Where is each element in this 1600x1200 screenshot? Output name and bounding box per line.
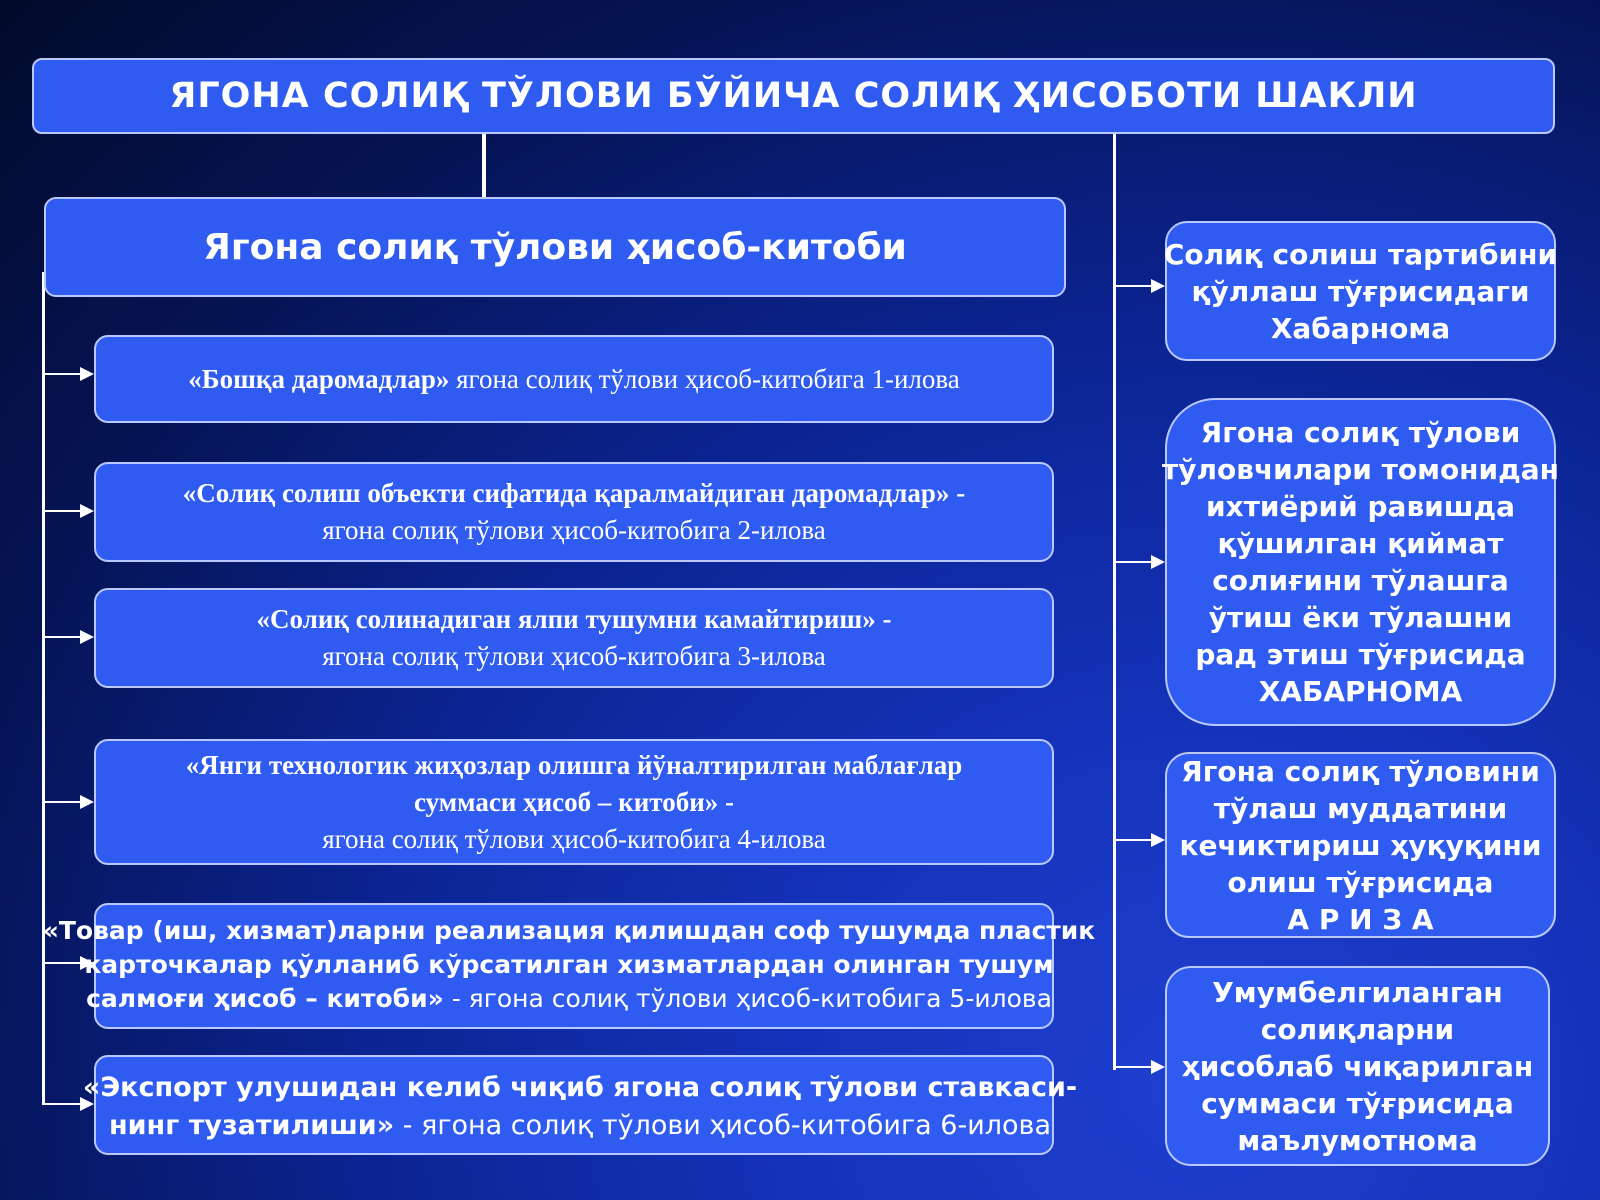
arrow-head-2 (80, 504, 94, 518)
deferral-application-box (1165, 752, 1556, 938)
right-1-line-1: Солиқ солиш тартибини (1163, 237, 1558, 271)
right-1-line-2: қўллаш тўғрисидаги (1191, 274, 1530, 308)
arrow-line-4 (44, 801, 80, 803)
arrow-head-3 (80, 630, 94, 644)
calculation-book-box: Ягона солиқ тўлови ҳисоб-китоби (44, 197, 1066, 297)
right-2-line-6: ўтиш ёки тўлашни (1208, 601, 1513, 634)
appendix-4-title-line1: «Янги технологик жиҳозлар олишга йўналтирилган маблағлар (185, 749, 963, 780)
vat-notification-text (1162, 414, 1559, 710)
right-2-line-3: ихтиёрий равишда (1205, 490, 1516, 523)
right-2-line-2: тўловчилари томонидан (1162, 453, 1560, 486)
appendix-3-box (94, 588, 1054, 688)
right-2-line-1: Ягона солиқ тўлови (1200, 416, 1521, 449)
right-4-line-1: Умумбелгиланган (1212, 975, 1503, 1009)
right-4-line-5: маълумотнома (1237, 1123, 1478, 1157)
right-3-line-3: кечиктириш ҳуқуқини (1179, 828, 1542, 862)
appendix-2-title: «Солиқ солиш объекти сифатида қаралмайдиган даромадлар» - (182, 478, 966, 508)
right-4-line-4: суммаси тўғрисида (1201, 1086, 1514, 1120)
right-3-line-5: А Р И З А (1287, 902, 1434, 936)
appendix-2-box (94, 462, 1054, 562)
right-2-line-5: солиғини тўлашга (1212, 564, 1509, 597)
arrow-right-head-3 (1151, 833, 1165, 847)
appendix-6-note: - ягона солиқ тўлови ҳисоб-китобига 6-илова (394, 1110, 1051, 1141)
arrow-head-1 (80, 367, 94, 381)
deferral-application-text (1180, 753, 1542, 938)
general-taxes-statement-box (1165, 966, 1550, 1166)
arrow-head-4 (80, 795, 94, 809)
right-4-line-2: солиқларни (1260, 1012, 1455, 1046)
right-3-line-2: тўлаш муддатини (1213, 791, 1508, 825)
appendix-4-title-line2: суммаси ҳисоб – китоби» - (413, 786, 734, 817)
arrow-right-line-1 (1115, 285, 1151, 287)
right-2-line-8: ХАБАРНОМА (1258, 675, 1463, 708)
appendix-1-text (188, 361, 960, 398)
appendix-4-text (186, 747, 963, 858)
right-1-line-3: Хабарнома (1270, 311, 1451, 345)
arrow-right-line-4 (1115, 1066, 1151, 1068)
appendix-5-title-line2: карточкалар қўлланиб кўрсатилган хизматлардан олинган тушум (84, 950, 1054, 979)
arrow-right-head-4 (1151, 1060, 1165, 1074)
connector-title-to-book (482, 134, 486, 197)
notification-tax-regime-text (1164, 236, 1557, 347)
appendix-6-title-line2: нинг тузатилиши» (108, 1110, 395, 1141)
appendix-2-note: ягона солиқ тўлови ҳисоб-китобига 2-илова (322, 515, 826, 545)
appendix-2-text (183, 475, 965, 549)
appendix-3-text (257, 601, 892, 675)
notification-tax-regime-box (1165, 221, 1556, 361)
appendix-5-title-line1: «Товар (иш, хизмат)ларни реализация қилишдан соф тушумда пластик (42, 916, 1096, 945)
appendix-6-text (40, 1069, 1120, 1145)
right-4-line-3: ҳисоблаб чиқарилган (1181, 1049, 1534, 1083)
right-3-line-4: олиш тўғрисида (1227, 865, 1494, 899)
arrow-right-line-2 (1115, 561, 1151, 563)
appendix-1-note: ягона солиқ тўлови ҳисоб-китобига 1-илова (449, 363, 960, 394)
appendix-3-title: «Солиқ солинадиган ялпи тушумни камайтириш» - (256, 604, 892, 634)
appendix-5-title-line3: салмоғи ҳисоб – китоби» (86, 984, 444, 1013)
vat-notification-box (1162, 398, 1560, 726)
appendix-4-note: ягона солиқ тўлови ҳисоб-китобига 4-илова (322, 823, 826, 854)
diagram-title: ЯГОНА СОЛИҚ ТЎЛОВИ БЎЙИЧА СОЛИҚ ҲИСОБОТИ ШАКЛИ (32, 58, 1555, 134)
right-2-line-4: қўшилган қиймат (1217, 527, 1504, 560)
appendix-6-title-line1: «Экспорт улушидан келиб чиқиб ягона солиқ тўлови ставкаси- (82, 1072, 1078, 1103)
arrow-line-3 (44, 636, 80, 638)
appendix-1-title: «Бошқа даромадлар» (188, 363, 450, 394)
appendix-5-note: - ягона солиқ тўлови ҳисоб-китобига 5-илова (443, 984, 1052, 1013)
right-2-line-7: рад этиш тўғрисида (1195, 638, 1526, 671)
appendix-4-box (94, 739, 1054, 865)
general-taxes-statement-text (1182, 974, 1534, 1159)
arrow-line-2 (44, 510, 80, 512)
appendix-1-box (94, 335, 1054, 423)
arrow-line-1 (44, 373, 80, 375)
arrow-right-line-3 (1115, 839, 1151, 841)
right-3-line-1: Ягона солиқ тўловини (1181, 754, 1540, 788)
appendix-5-text (14, 914, 1124, 1016)
appendix-3-note: ягона солиқ тўлови ҳисоб-китобига 3-илова (322, 641, 826, 671)
